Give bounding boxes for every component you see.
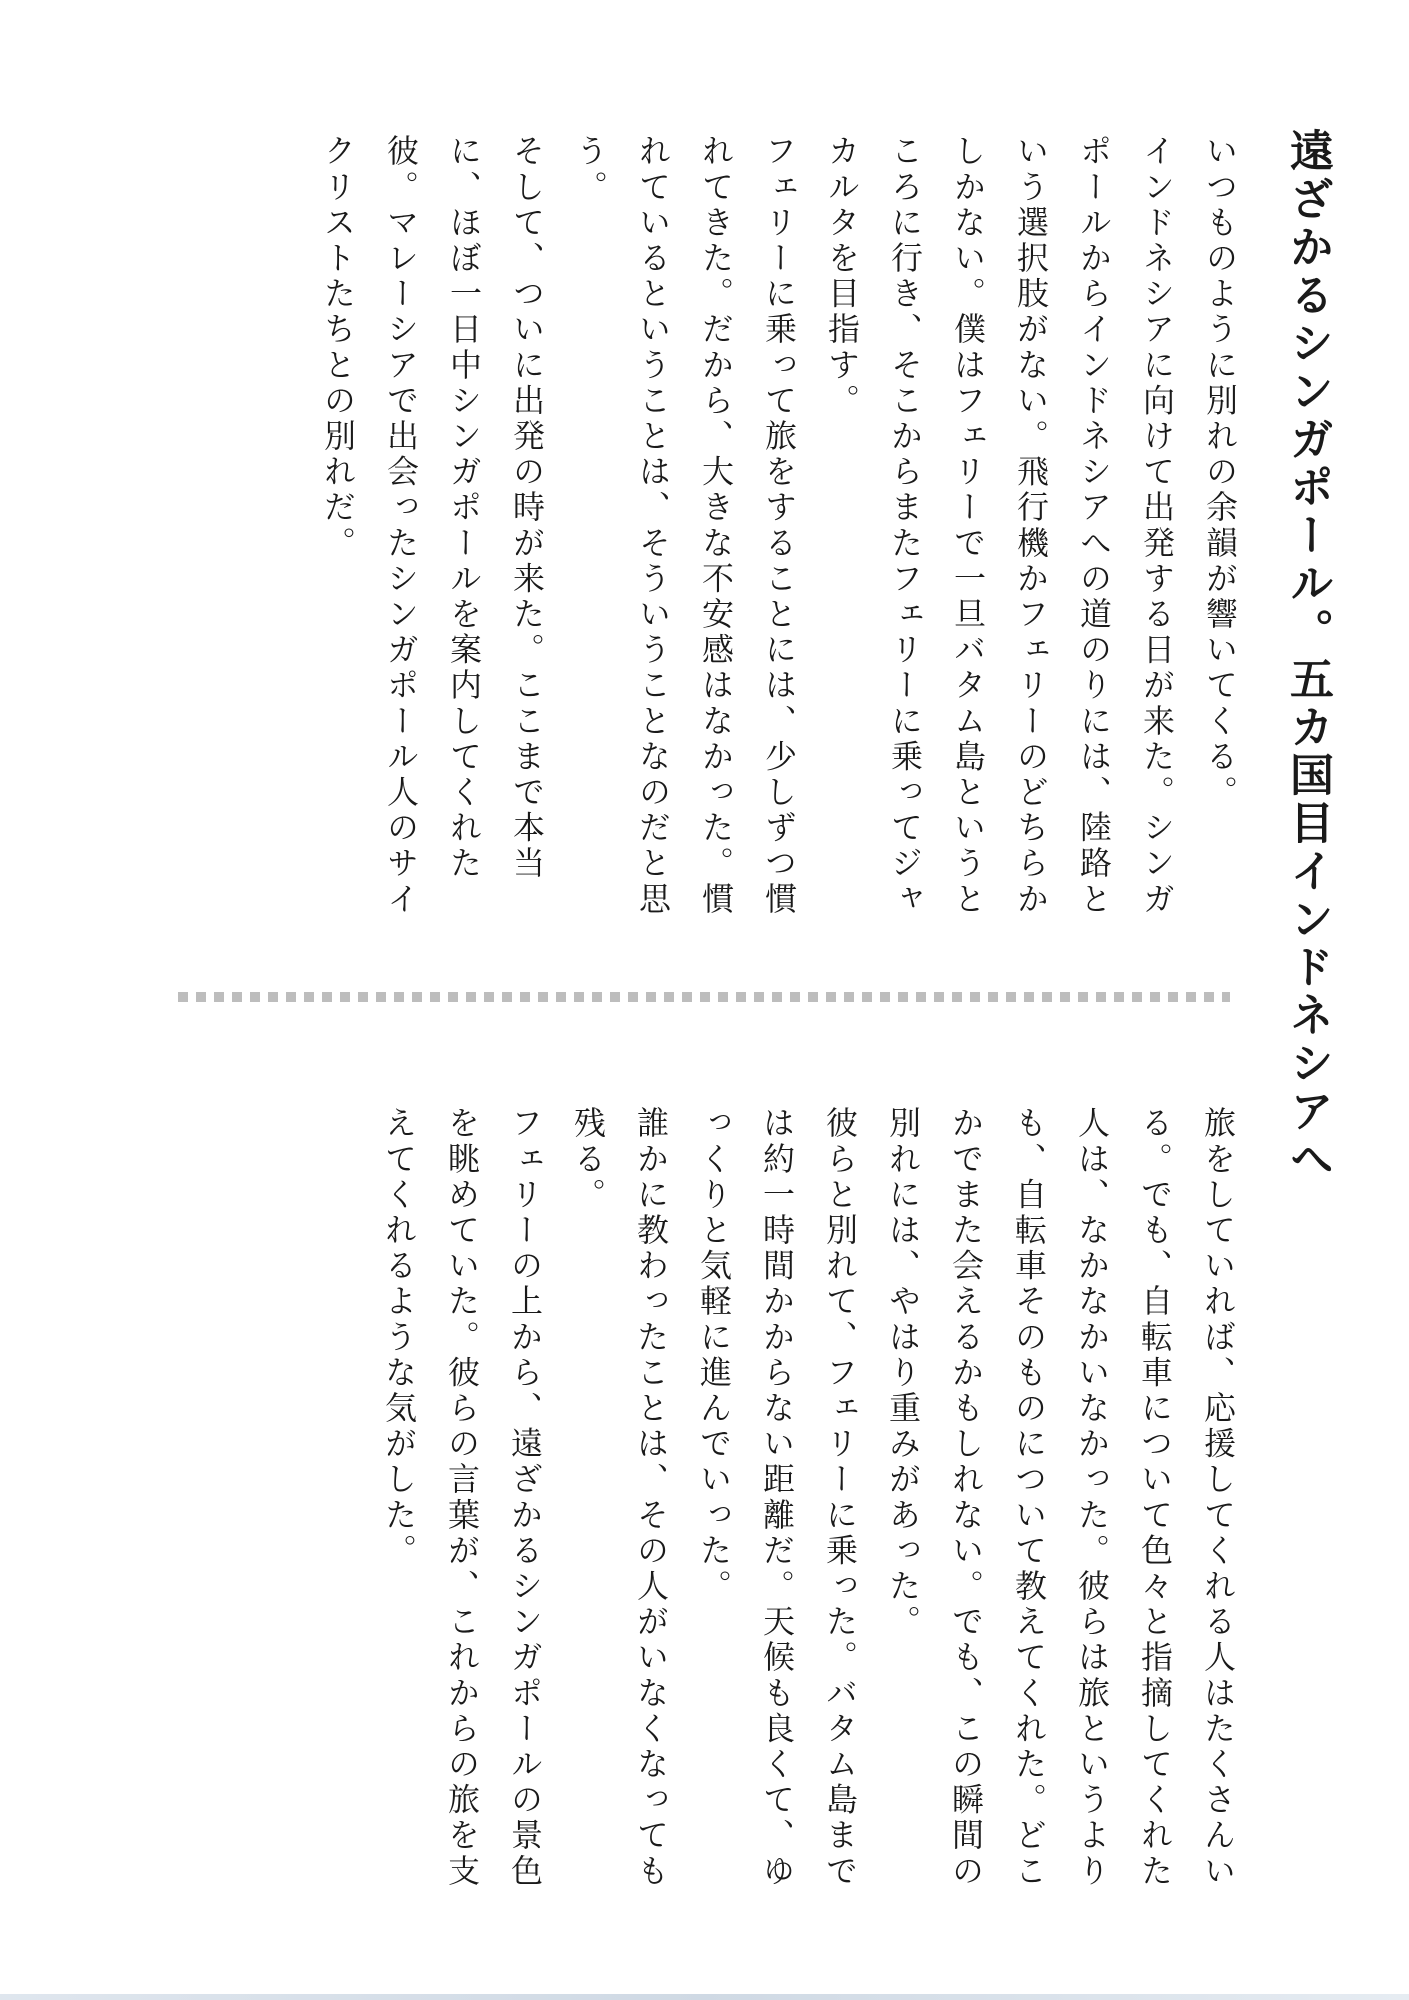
text-column: フェリーの上から、遠ざかるシンガポールの景色 <box>506 1106 544 1890</box>
text-column: も、自転車そのものについて教えてくれた。どこ <box>1010 1106 1048 1890</box>
text-column: えてくれるような気がした。 <box>380 1106 418 1569</box>
text-column: クリストたちとの別れだ。 <box>319 134 357 562</box>
text-column: 旅をしていれば、応援してくれる人はたくさんい <box>1199 1106 1237 1890</box>
text-column: いう選択肢がない。飛行機かフェリーのどちらか <box>1012 134 1050 918</box>
lower-text-block <box>352 1106 1237 1890</box>
text-column: に、ほぼ一日中シンガポールを案内してくれた <box>445 134 483 882</box>
text-column: そして、ついに出発の時が来た。ここまで本当 <box>508 134 546 882</box>
text-column: 彼らと別れて、フェリーに乗った。バタム島まで <box>821 1106 859 1890</box>
text-column: 別れには、やはり重みがあった。 <box>884 1106 922 1640</box>
text-column: ポールからインドネシアへの道のりには、陸路と <box>1075 134 1113 918</box>
text-column: 彼。マレーシアで出会ったシンガポール人のサイ <box>382 134 420 918</box>
text-column: ころに行き、そこからまたフェリーに乗ってジャ <box>886 134 924 918</box>
page-title: 遠ざかるシンガポール。五カ国目インドネシアへ <box>1282 128 1333 1184</box>
text-column: る。でも、自転車について色々と指摘してくれた <box>1136 1106 1174 1890</box>
text-column: を眺めていた。彼らの言葉が、これからの旅を支 <box>443 1106 481 1890</box>
text-column: かでまた会えるかもしれない。でも、この瞬間の <box>947 1106 985 1890</box>
text-column: 誰かに教わったことは、その人がいなくなっても <box>632 1106 670 1890</box>
text-column: れてきた。だから、大きな不安感はなかった。慣 <box>697 134 735 918</box>
text-column: 残る。 <box>569 1106 607 1213</box>
text-column: は約一時間かからない距離だ。天候も良くて、ゆ <box>758 1106 796 1890</box>
upper-text-block <box>291 134 1239 918</box>
text-column: っくりと気軽に進んでいった。 <box>695 1106 733 1605</box>
text-column: いつものように別れの余韻が響いてくる。 <box>1201 134 1239 811</box>
text-column: フェリーに乗って旅をすることには、少しずつ慣 <box>760 134 798 918</box>
text-column: カルタを目指す。 <box>823 134 861 419</box>
text-column: れているということは、そういうことなのだと思 <box>634 134 672 918</box>
page-bottom-edge <box>0 1994 1409 2000</box>
text-column: 人は、なかなかいなかった。彼らは旅というより <box>1073 1106 1111 1890</box>
text-column: インドネシアに向けて出発する日が来た。シンガ <box>1138 134 1176 918</box>
text-column: しかない。僕はフェリーで一旦バタム島というと <box>949 134 987 918</box>
section-divider <box>178 992 1230 1002</box>
text-column: う。 <box>571 134 609 206</box>
